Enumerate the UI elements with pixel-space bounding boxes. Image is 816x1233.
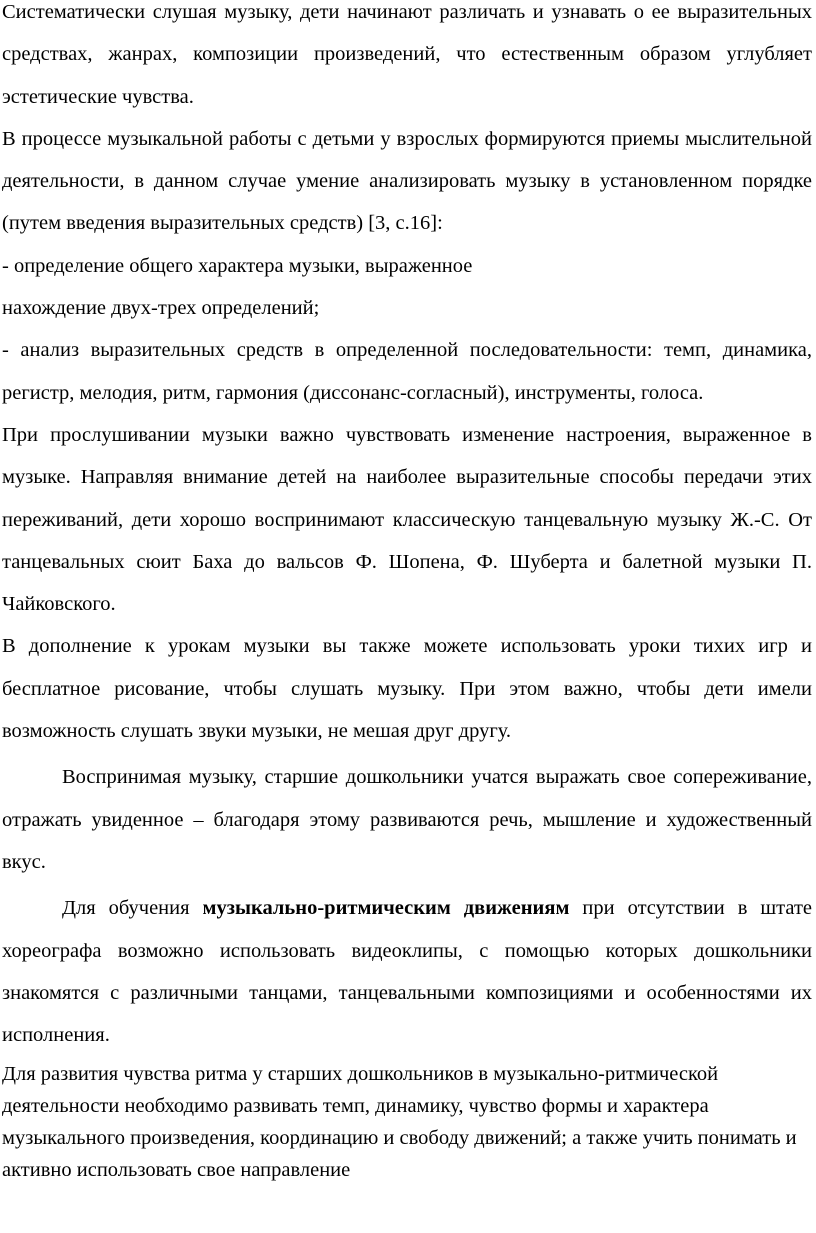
paragraph-quiet-games: В дополнение к урокам музыки вы также можете использовать уроки тихих игр и бесплатное рисование, чтобы слушать музыку. При этом важно, чтобы дети имели возможность слушать звуки музыки, не мешая друг другу. bbox=[2, 635, 812, 743]
paragraph-empathy: Воспринимая музыку, старшие дошкольники учатся выражать свое сопереживание, отражать увиденное – благодаря этому развиваются речь, мышление и художественный вкус. bbox=[2, 766, 812, 873]
p8-text-before: Для обучения bbox=[62, 897, 203, 920]
p8-text-after: при отсутствии в штате хореографа возможно использовать видеоклипы, с помощью которых дошкольники знакомятся с различными танцами, танцевальными композициями и особенностями их исполнения. bbox=[2, 897, 813, 1047]
paragraph-mood: При прослушивании музыки важно чувствовать изменение настроения, выраженное в музыке. Направляя внимание детей на наиболее выразительные способы передачи этих переживаний, дети хорошо воспринимают классическую танцевальную музыку Ж.-С. От танцевальных сюит Баха до вальсов Ф. Шопена, Ф. Шуберта и балетной музыки П. Чайковского. bbox=[2, 423, 812, 616]
list-item-character-line1: - определение общего характера музыки, выраженное bbox=[2, 254, 473, 277]
list-item-expressive-means: - анализ выразительных средств в определенной последовательности: темп, динамика, регистр, мелодия, ритм, гармония (диссонанс-согласный), инструменты, голоса. bbox=[2, 339, 812, 404]
paragraph-rhythm-sense: Для развития чувства ритма у старших дошкольников в музыкально-ритмической деятельности необходимо развивать темп, динамику, чувство формы и характера музыкального произведения, координацию и свободу движений; а также учить понимать и активно использовать свое направление bbox=[2, 1063, 797, 1182]
list-item-character bbox=[2, 245, 812, 330]
paragraph-analysis-process: В процессе музыкальной работы с детьми у взрослых формируются приемы мыслительной деятельности, в данном случае умение анализировать музыку в установленном порядке (путем введения выразительных средств) [3, с.16]: bbox=[2, 127, 812, 235]
list-item-character-line2: нахождение двух-трех определений; bbox=[2, 297, 320, 320]
paragraph-listening: Систематически слушая музыку, дети начинают различать и узнавать о ее выразительных средствах, жанрах, композиции произведений, что естественным образом углубляет эстетические чувства. bbox=[2, 1, 812, 108]
p8-bold-term: музыкально-ритмическим движениям bbox=[202, 897, 570, 920]
paragraph-rhythmic-movements bbox=[2, 887, 812, 1056]
